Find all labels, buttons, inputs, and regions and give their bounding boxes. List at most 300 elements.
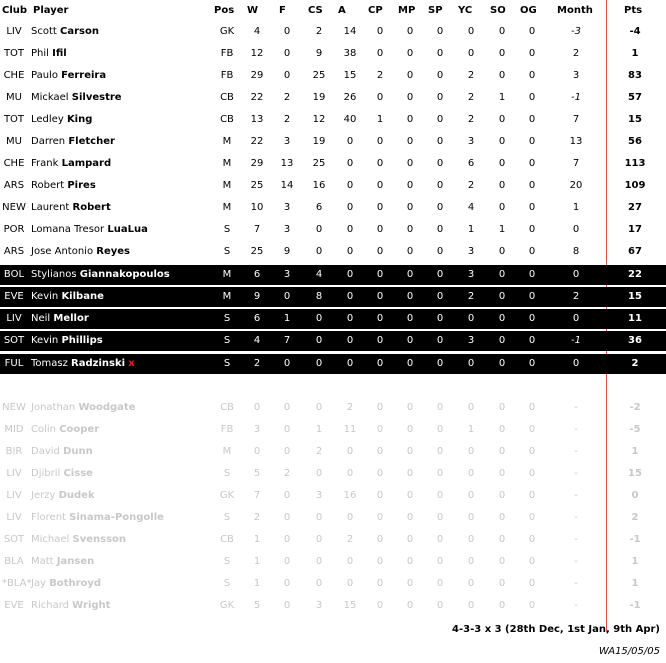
yc-cell: 2	[467, 291, 475, 302]
club-cell: LIV	[6, 468, 22, 479]
w-cell: 0	[253, 402, 261, 413]
cs-cell: 16	[312, 180, 326, 191]
cp-cell: 0	[376, 600, 384, 611]
yc-cell: 0	[467, 512, 475, 523]
f-cell: 0	[283, 534, 291, 545]
pts-cell: -4	[629, 26, 641, 37]
a-cell: 11	[343, 424, 357, 435]
pts-cell: 15	[628, 291, 642, 302]
player-last-name: LuaLua	[107, 224, 148, 235]
so-cell: 0	[498, 70, 506, 81]
formation-note: 4-3-3 x 3 (28th Dec, 1st Jan, 9th Apr)	[452, 624, 660, 635]
month-cell: 3	[572, 70, 580, 81]
pos-cell: S	[223, 556, 231, 567]
og-cell: 0	[528, 556, 536, 567]
cp-cell: 0	[376, 446, 384, 457]
player-name-cell	[31, 22, 99, 42]
og-cell: 0	[528, 202, 536, 213]
player-last-name: Ferreira	[61, 70, 107, 81]
table-row	[0, 132, 666, 152]
pts-cell: 17	[628, 224, 642, 235]
pts-cell: 67	[628, 246, 642, 257]
yc-cell: 0	[467, 446, 475, 457]
pos-cell: S	[223, 313, 231, 324]
club-cell: ARS	[3, 246, 25, 257]
og-cell: 0	[528, 358, 536, 369]
a-cell: 0	[346, 578, 354, 589]
a-cell: 15	[343, 70, 357, 81]
sp-cell: 0	[436, 490, 444, 501]
so-cell: 0	[498, 26, 506, 37]
sp-cell: 0	[436, 600, 444, 611]
player-first-name: Jay	[31, 578, 46, 589]
club-cell: CHE	[3, 158, 25, 169]
sp-cell: 0	[436, 578, 444, 589]
a-cell: 0	[346, 246, 354, 257]
player-last-name: Giannakopoulos	[79, 269, 170, 280]
col-a-header: A	[338, 5, 346, 16]
so-cell: 0	[498, 402, 506, 413]
col-w-header: W	[247, 5, 259, 16]
w-cell: 6	[253, 269, 261, 280]
cs-cell: 2	[315, 26, 323, 37]
col-so-header: SO	[490, 5, 506, 16]
player-first-name: Stylianos	[31, 269, 77, 280]
club-cell: LIV	[6, 26, 22, 37]
pos-cell: CB	[220, 534, 234, 545]
og-cell: 0	[528, 246, 536, 257]
yc-cell: 2	[467, 114, 475, 125]
col-cs-header: CS	[308, 5, 323, 16]
so-cell: 0	[498, 136, 506, 147]
cp-cell: 0	[376, 246, 384, 257]
club-cell: SOT	[3, 534, 25, 545]
a-cell: 0	[346, 224, 354, 235]
a-cell: 0	[346, 136, 354, 147]
player-last-name: Jansen	[56, 556, 95, 567]
sp-cell: 0	[436, 26, 444, 37]
player-last-name: Dunn	[63, 446, 93, 457]
club-cell: BLA	[4, 556, 24, 567]
pos-cell: M	[222, 158, 232, 169]
month-cell: 2	[572, 48, 580, 59]
club-cell: BOL	[3, 269, 25, 280]
player-last-name: Svensson	[72, 534, 127, 545]
table-row	[0, 198, 666, 218]
sp-cell: 0	[436, 48, 444, 59]
player-last-name: Mellor	[53, 313, 89, 324]
og-cell: 0	[528, 468, 536, 479]
club-cell: FUL	[4, 358, 24, 369]
player-first-name: Colin	[31, 424, 56, 435]
so-cell: 0	[498, 246, 506, 257]
table-row	[0, 596, 666, 616]
player-name-cell	[31, 574, 101, 594]
player-name-cell	[31, 198, 111, 218]
player-last-name: Bothroyd	[49, 578, 102, 589]
pos-cell: FB	[220, 424, 234, 435]
yc-cell: 0	[467, 578, 475, 589]
yc-cell: 3	[467, 335, 475, 346]
pos-cell: S	[223, 224, 231, 235]
so-cell: 0	[498, 578, 506, 589]
player-name-cell	[31, 420, 99, 440]
so-cell: 0	[498, 424, 506, 435]
table-row	[0, 398, 666, 418]
player-first-name: Ledley	[31, 114, 64, 125]
player-name-cell	[31, 132, 115, 152]
club-cell: *BLA*	[2, 578, 32, 589]
so-cell: 0	[498, 600, 506, 611]
sp-cell: 0	[436, 313, 444, 324]
table-row	[0, 287, 666, 307]
table-row	[0, 508, 666, 528]
f-cell: 9	[283, 246, 291, 257]
mp-cell: 0	[406, 92, 414, 103]
player-first-name: Michael	[31, 534, 70, 545]
w-cell: 9	[253, 291, 261, 302]
sp-cell: 0	[436, 335, 444, 346]
f-cell: 2	[283, 114, 291, 125]
table-row	[0, 530, 666, 550]
player-first-name: Laurent	[31, 202, 70, 213]
cp-cell: 0	[376, 48, 384, 59]
f-cell: 0	[283, 490, 291, 501]
table-row	[0, 176, 666, 196]
w-cell: 22	[250, 136, 264, 147]
cs-cell: 9	[315, 48, 323, 59]
f-cell: 3	[283, 224, 291, 235]
pts-cell: 27	[628, 202, 642, 213]
cp-cell: 0	[376, 490, 384, 501]
pts-cell: 109	[624, 180, 646, 191]
sp-cell: 0	[436, 291, 444, 302]
yc-cell: 1	[467, 424, 475, 435]
f-cell: 3	[283, 136, 291, 147]
pts-cell: 0	[631, 490, 639, 501]
club-cell: LIV	[6, 490, 22, 501]
pts-cell: 2	[631, 512, 639, 523]
table-row	[0, 420, 666, 440]
player-first-name: Phil	[31, 48, 49, 59]
sp-cell: 0	[436, 534, 444, 545]
mp-cell: 0	[406, 490, 414, 501]
player-name-cell	[31, 66, 106, 86]
og-cell: 0	[528, 48, 536, 59]
month-cell: -	[574, 468, 578, 479]
cs-cell: 6	[315, 202, 323, 213]
w-cell: 25	[250, 180, 264, 191]
f-cell: 0	[283, 358, 291, 369]
mp-cell: 0	[406, 202, 414, 213]
sp-cell: 0	[436, 468, 444, 479]
player-last-name: Silvestre	[71, 92, 122, 103]
pos-cell: GK	[219, 600, 235, 611]
og-cell: 0	[528, 92, 536, 103]
table-row	[0, 154, 666, 174]
player-first-name: Mickael	[31, 92, 69, 103]
pos-cell: S	[223, 578, 231, 589]
yc-cell: 2	[467, 180, 475, 191]
so-cell: 0	[498, 313, 506, 324]
og-cell: 0	[528, 402, 536, 413]
sp-cell: 0	[436, 136, 444, 147]
w-cell: 10	[250, 202, 264, 213]
mp-cell: 0	[406, 114, 414, 125]
month-cell: -	[574, 446, 578, 457]
so-cell: 0	[498, 446, 506, 457]
sp-cell: 0	[436, 358, 444, 369]
f-cell: 0	[283, 446, 291, 457]
player-last-name: Radzinski	[71, 358, 126, 369]
f-cell: 14	[280, 180, 294, 191]
f-cell: 0	[283, 291, 291, 302]
w-cell: 2	[253, 358, 261, 369]
so-cell: 0	[498, 358, 506, 369]
month-cell: 2	[572, 291, 580, 302]
mp-cell: 0	[406, 512, 414, 523]
player-first-name: Richard	[31, 600, 69, 611]
player-name-cell	[31, 486, 95, 506]
a-cell: 38	[343, 48, 357, 59]
club-cell: POR	[3, 224, 25, 235]
cs-cell: 0	[315, 556, 323, 567]
og-cell: 0	[528, 313, 536, 324]
so-cell: 0	[498, 534, 506, 545]
cp-cell: 0	[376, 534, 384, 545]
table-row	[0, 220, 666, 240]
so-cell: 0	[498, 158, 506, 169]
club-cell: MU	[6, 92, 22, 103]
cp-cell: 0	[376, 402, 384, 413]
pts-cell: 11	[628, 313, 642, 324]
pos-cell: M	[222, 136, 232, 147]
mp-cell: 0	[406, 70, 414, 81]
og-cell: 0	[528, 26, 536, 37]
f-cell: 0	[283, 424, 291, 435]
col-mp-header: MP	[398, 5, 416, 16]
pos-cell: GK	[219, 490, 235, 501]
cp-cell: 0	[376, 224, 384, 235]
og-cell: 0	[528, 335, 536, 346]
month-cell: 8	[572, 246, 580, 257]
sp-cell: 0	[436, 180, 444, 191]
month-cell: 7	[572, 114, 580, 125]
og-cell: 0	[528, 114, 536, 125]
club-cell: MU	[6, 136, 22, 147]
w-cell: 25	[250, 246, 264, 257]
table-row	[0, 464, 666, 484]
player-last-name: Dudek	[58, 490, 95, 501]
col-f-header: F	[279, 5, 286, 16]
pos-cell: CB	[220, 114, 234, 125]
month-cell: 1	[572, 202, 580, 213]
cp-cell: 0	[376, 313, 384, 324]
pts-cell: 15	[628, 468, 642, 479]
cs-cell: 0	[315, 468, 323, 479]
player-last-name: Woodgate	[78, 402, 136, 413]
player-first-name: Kevin	[31, 335, 59, 346]
pos-cell: M	[222, 446, 232, 457]
player-last-name: Robert	[72, 202, 111, 213]
pts-cell: 1	[631, 556, 639, 567]
cs-cell: 0	[315, 358, 323, 369]
pos-cell: M	[222, 269, 232, 280]
player-name-cell	[31, 596, 110, 616]
w-cell: 7	[253, 490, 261, 501]
player-first-name: Lomana Tresor	[31, 224, 105, 235]
player-name-cell	[31, 442, 93, 462]
sp-cell: 0	[436, 158, 444, 169]
transfer-mark: x	[128, 358, 135, 369]
table-row	[0, 442, 666, 462]
cp-cell: 0	[376, 180, 384, 191]
player-name-cell	[31, 242, 130, 262]
player-first-name: Jerzy	[31, 490, 56, 501]
so-cell: 0	[498, 468, 506, 479]
pts-cell: 83	[628, 70, 642, 81]
w-cell: 12	[250, 48, 264, 59]
cs-cell: 12	[312, 114, 326, 125]
f-cell: 7	[283, 335, 291, 346]
month-cell: -	[574, 490, 578, 501]
w-cell: 29	[250, 158, 264, 169]
player-first-name: Kevin	[31, 291, 59, 302]
cs-cell: 0	[315, 313, 323, 324]
club-cell: EVE	[4, 291, 24, 302]
mp-cell: 0	[406, 335, 414, 346]
player-last-name: Kilbane	[61, 291, 104, 302]
col-pts-header: Pts	[624, 5, 643, 16]
table-row	[0, 309, 666, 329]
cp-cell: 0	[376, 291, 384, 302]
col-player-header: Player	[33, 5, 69, 16]
a-cell: 40	[343, 114, 357, 125]
month-cell: -	[574, 556, 578, 567]
player-first-name: Jonathan	[31, 402, 76, 413]
so-cell: 0	[498, 269, 506, 280]
a-cell: 0	[346, 512, 354, 523]
month-cell: 0	[572, 224, 580, 235]
og-cell: 0	[528, 578, 536, 589]
month-cell: 7	[572, 158, 580, 169]
player-first-name: Jose Antonio	[31, 246, 94, 257]
pos-cell: FB	[220, 48, 234, 59]
pos-cell: FB	[220, 70, 234, 81]
pts-cell: 113	[624, 158, 646, 169]
a-cell: 0	[346, 446, 354, 457]
cs-cell: 25	[312, 158, 326, 169]
sp-cell: 0	[436, 269, 444, 280]
so-cell: 1	[498, 224, 506, 235]
og-cell: 0	[528, 534, 536, 545]
so-cell: 0	[498, 114, 506, 125]
club-cell: NEW	[2, 402, 26, 413]
player-name-cell	[31, 309, 89, 329]
table-row	[0, 110, 666, 130]
mp-cell: 0	[406, 313, 414, 324]
w-cell: 5	[253, 468, 261, 479]
month-cell: -	[574, 512, 578, 523]
cp-cell: 0	[376, 578, 384, 589]
a-cell: 26	[343, 92, 357, 103]
a-cell: 15	[343, 600, 357, 611]
f-cell: 0	[283, 578, 291, 589]
sp-cell: 0	[436, 556, 444, 567]
w-cell: 0	[253, 446, 261, 457]
w-cell: 7	[253, 224, 261, 235]
cs-cell: 0	[315, 578, 323, 589]
player-name-cell	[31, 265, 170, 285]
cp-cell: 0	[376, 158, 384, 169]
month-cell: -	[574, 578, 578, 589]
cp-cell: 2	[376, 70, 384, 81]
cs-cell: 0	[315, 224, 323, 235]
month-cell: -	[574, 534, 578, 545]
so-cell: 0	[498, 202, 506, 213]
mp-cell: 0	[406, 180, 414, 191]
player-first-name: David	[31, 446, 60, 457]
so-cell: 0	[498, 556, 506, 567]
yc-cell: 0	[467, 534, 475, 545]
f-cell: 13	[280, 158, 294, 169]
col-cp-header: CP	[368, 5, 383, 16]
w-cell: 1	[253, 534, 261, 545]
month-cell: 20	[569, 180, 583, 191]
table-header	[0, 1, 666, 21]
cp-cell: 0	[376, 26, 384, 37]
table-row	[0, 331, 666, 351]
cp-cell: 0	[376, 512, 384, 523]
mp-cell: 0	[406, 534, 414, 545]
player-name-cell	[31, 88, 122, 108]
month-cell: 13	[569, 136, 583, 147]
yc-cell: 3	[467, 246, 475, 257]
cp-cell: 0	[376, 269, 384, 280]
sp-cell: 0	[436, 202, 444, 213]
mp-cell: 0	[406, 48, 414, 59]
pts-cell: 36	[628, 335, 642, 346]
player-last-name: Cooper	[59, 424, 100, 435]
player-first-name: Robert	[31, 180, 65, 191]
yc-cell: 1	[467, 224, 475, 235]
yc-cell: 0	[467, 556, 475, 567]
yc-cell: 2	[467, 70, 475, 81]
player-first-name: Darren	[31, 136, 66, 147]
pos-cell: CB	[220, 92, 234, 103]
month-cell: 0	[572, 269, 580, 280]
club-cell: CHE	[3, 70, 25, 81]
yc-cell: 0	[467, 490, 475, 501]
yc-cell: 0	[467, 358, 475, 369]
mp-cell: 0	[406, 291, 414, 302]
mp-cell: 0	[406, 224, 414, 235]
a-cell: 0	[346, 335, 354, 346]
player-name-cell	[31, 508, 164, 528]
month-cell: -	[574, 600, 578, 611]
pts-cell: -5	[629, 424, 641, 435]
club-cell: MID	[4, 424, 24, 435]
col-og-header: OG	[520, 5, 537, 16]
sp-cell: 0	[436, 114, 444, 125]
cp-cell: 0	[376, 556, 384, 567]
club-cell: LIV	[6, 512, 22, 523]
club-cell: TOT	[3, 48, 25, 59]
f-cell: 0	[283, 512, 291, 523]
pts-cell: 2	[631, 358, 639, 369]
player-last-name: Lampard	[61, 158, 112, 169]
player-last-name: King	[66, 114, 93, 125]
